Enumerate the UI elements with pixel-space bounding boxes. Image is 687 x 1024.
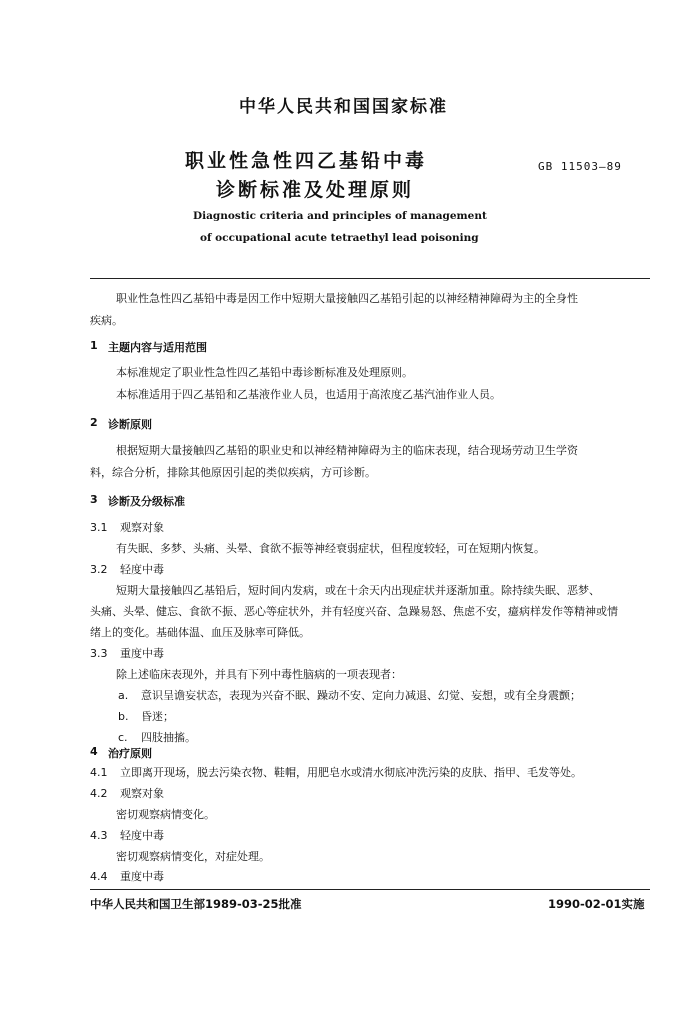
standard-title: 中华人民共和国国家标准 <box>239 97 448 117</box>
section-4-3-title: 轻度中毒 <box>120 829 164 842</box>
section-3-1-text: 有失眠、多梦、头痛、头晕、食欲不振等神经衰弱症状，但程度较轻，可在短期内恢复。 <box>116 542 545 555</box>
section-1-para2: 本标准适用于四乙基铅和乙基液作业人员，也适用于高浓度乙基汽油作业人员。 <box>116 388 501 401</box>
gb-number: GB 11503—89 <box>538 160 622 173</box>
intro-line1: 职业性急性四乙基铅中毒是因工作中短期大量接触四乙基铅引起的以神经精神障碍为主的全身性 <box>116 292 578 305</box>
section-1-number: 1 <box>90 339 98 352</box>
footer-divider <box>90 889 650 890</box>
section-4-3-number: 4.3 <box>90 829 108 842</box>
section-3-2-number: 3.2 <box>90 563 108 576</box>
list-item-b-label: b. <box>118 710 129 723</box>
section-2-number: 2 <box>90 416 98 429</box>
section-4-1-number: 4.1 <box>90 766 108 779</box>
section-3-heading: 诊断及分级标准 <box>108 495 185 508</box>
document-title-line2: 诊断标准及处理原则 <box>216 179 415 201</box>
section-3-2-line3: 绪上的变化。基础体温、血压及脉率可降低。 <box>90 626 310 639</box>
section-3-2-title: 轻度中毒 <box>120 563 164 576</box>
intro-line2: 疾病。 <box>90 314 123 327</box>
list-item-c-label: c. <box>118 731 128 744</box>
section-1-para1: 本标准规定了职业性急性四乙基铅中毒诊断标准及处理原则。 <box>116 366 413 379</box>
section-4-4-number: 4.4 <box>90 870 108 883</box>
section-3-3-intro: 除上述临床表现外，并具有下列中毒性脑病的一项表现者： <box>116 668 402 681</box>
section-3-2-line1: 短期大量接触四乙基铅后，短时间内发病，或在十余天内出现症状并逐渐加重。除持续失眠、恶梦、 <box>116 584 600 597</box>
section-4-1-text: 立即离开现场，脱去污染衣物、鞋帽，用肥皂水或清水彻底冲洗污染的皮肤、指甲、毛发等处。 <box>120 766 582 779</box>
section-4-2-text: 密切观察病情变化。 <box>116 808 215 821</box>
list-item-a: 意识呈谵妄状态，表现为兴奋不眠、躁动不安、定向力减退、幻觉、妄想，或有全身震颤； <box>141 689 581 702</box>
english-title-line2: of occupational acute tetraethyl lead poisoning <box>200 232 479 244</box>
section-3-1-title: 观察对象 <box>120 521 164 534</box>
section-1-heading: 主题内容与适用范围 <box>108 341 207 354</box>
section-4-4-title: 重度中毒 <box>120 870 164 883</box>
effective-date: 1990-02-01实施 <box>548 897 645 911</box>
section-4-2-number: 4.2 <box>90 787 108 800</box>
english-title-line1: Diagnostic criteria and principles of management <box>193 210 487 222</box>
section-3-number: 3 <box>90 493 98 506</box>
section-4-number: 4 <box>90 745 98 758</box>
document-title-line1: 职业性急性四乙基铅中毒 <box>185 150 428 172</box>
section-4-2-title: 观察对象 <box>120 787 164 800</box>
section-4-heading: 治疗原则 <box>108 747 152 760</box>
section-3-2-line2: 头痛、头晕、健忘、食欲不振、恶心等症状外，并有轻度兴奋、急躁易怒、焦虑不安，癔病样发作等精神或情 <box>90 605 618 618</box>
list-item-b: 昏迷； <box>141 710 174 723</box>
section-2-line2: 料，综合分析，排除其他原因引起的类似疾病，方可诊断。 <box>90 466 376 479</box>
section-2-line1: 根据短期大量接触四乙基铅的职业史和以神经精神障碍为主的临床表现，结合现场劳动卫生学资 <box>116 444 578 457</box>
header-divider <box>90 278 650 279</box>
section-4-3-text: 密切观察病情变化，对症处理。 <box>116 850 270 863</box>
section-2-heading: 诊断原则 <box>108 418 152 431</box>
section-3-3-title: 重度中毒 <box>120 647 164 660</box>
list-item-c: 四肢抽搐。 <box>141 731 196 744</box>
section-3-3-number: 3.3 <box>90 647 108 660</box>
section-3-1-number: 3.1 <box>90 521 108 534</box>
list-item-a-label: a. <box>118 689 129 702</box>
approval-date: 中华人民共和国卫生部1989-03-25批准 <box>90 897 302 911</box>
